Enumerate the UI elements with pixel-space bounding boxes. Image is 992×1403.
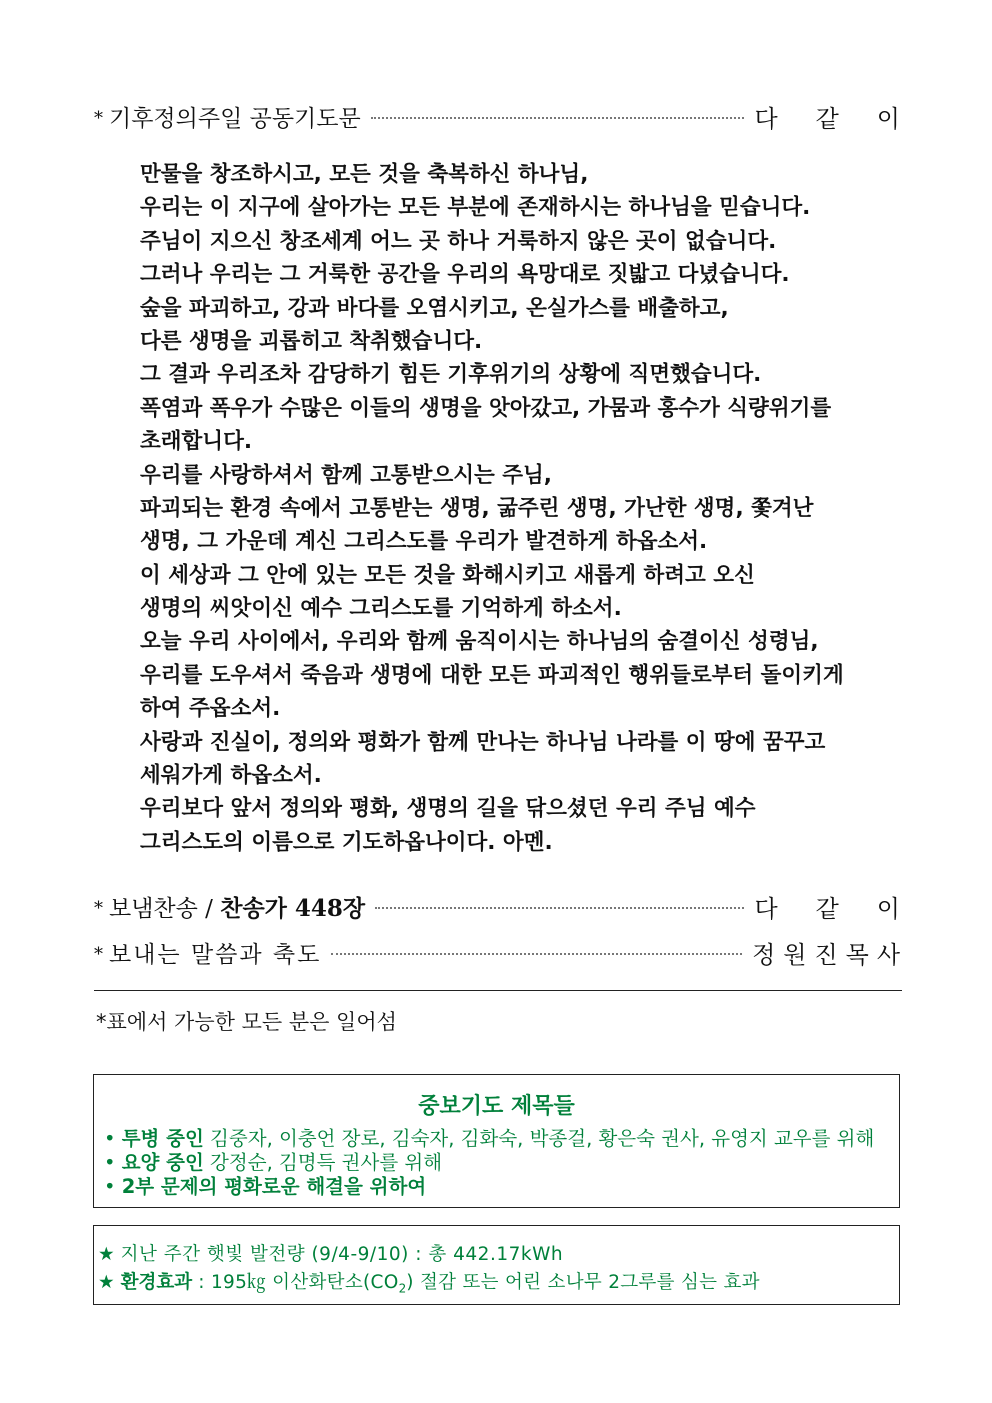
prayer-line: 파괴되는 환경 속에서 고통받는 생명, 굶주린 생명, 가난한 생명, 쫓겨난 [140,495,814,521]
standing-note: *표에서 가능한 모든 분은 일어섬 [96,1010,397,1034]
prayer-line: 초래합니다. [140,429,253,455]
prayer-line: 만물을 창조하시고, 모든 것을 축복하신 하나님, [140,162,589,187]
prayer-line: 우리를 사랑하셔서 함께 고통받으시는 주님, [140,462,552,488]
order-who-blessing: 정원진목사 [752,940,908,969]
prayer-line: 하여 주옵소서. [140,696,281,722]
hymn-number: 찬송가 448장 [220,894,366,922]
prayer-line: 폭염과 폭우가 수많은 이들의 생명을 앗아갔고, 가뭄과 홍수가 식량위기를 [140,395,832,421]
bullet: • [104,1151,116,1174]
standing-marker: * [94,107,103,129]
intercession-box [93,1074,900,1208]
prayer-line: 오늘 우리 사이에서, 우리와 함께 움직이시는 하나님의 숨결이신 성령님, [140,629,819,655]
solar-power-box [93,1225,900,1305]
leader-dots [375,907,744,909]
star-icon: ★ [98,1272,115,1293]
solar-line-1 [98,1240,563,1266]
item-text: 강정순, 김명득 권사를 위해 [203,1151,443,1174]
item-heading: 2부 문제의 평화로운 해결을 위하여 [121,1175,427,1198]
prayer-line: 그 결과 우리조차 감당하기 힘든 기후위기의 상황에 직면했습니다. [140,362,762,388]
prayer-line: 그리스도의 이름으로 기도하옵나이다. 아멘. [140,829,553,855]
prayer-line: 생명, 그 가운데 계신 그리스도를 우리가 발견하게 하옵소서. [140,529,708,555]
solar-line-2 [98,1268,760,1296]
prayer-line: 우리를 도우셔서 죽음과 생명에 대한 모든 파괴적인 행위들로부터 돌이키게 [140,662,844,688]
solar-text: 지난 주간 햇빛 발전량 (9/4-9/10) : 총 442.17kWh [120,1244,564,1265]
order-label-hymn: 보냄찬송 / [109,895,221,922]
order-label-blessing: 보내는 말씀과 축도 [109,941,322,968]
order-who-prayer: 다같이 [754,104,938,133]
effect-label: 환경효과 [120,1272,193,1293]
effect-text: : 195㎏ 이산화탄소(CO [192,1272,399,1293]
leader-dots [331,953,742,955]
prayer-text [140,158,900,859]
item-heading: 요양 중인 [121,1151,204,1174]
standing-marker: * [94,897,103,919]
prayer-line: 주님이 지으신 창조세계 어느 곳 하나 거룩하지 않은 곳이 없습니다. [140,228,777,254]
leader-dots [371,117,745,119]
order-who-hymn: 다같이 [754,894,938,923]
list-item [104,1171,426,1199]
prayer-line: 우리보다 앞서 정의와 평화, 생명의 길을 닦으셨던 우리 주님 예수 [140,796,756,822]
divider [94,990,902,991]
order-row-blessing [94,935,908,969]
standing-marker: * [94,943,103,965]
prayer-line: 이 세상과 그 안에 있는 모든 것을 화해시키고 새롭게 하려고 오신 [140,562,755,588]
intercession-title: 중보기도 제목들 [418,1094,575,1119]
prayer-line: 그러나 우리는 그 거룩한 공간을 우리의 욕망대로 짓밟고 다녔습니다. [140,262,790,288]
prayer-line: 세워가게 하옵소서. [140,763,322,789]
prayer-line: 다른 생명을 괴롭히고 착취했습니다. [140,328,483,354]
prayer-line: 사랑과 진실이, 정의와 평화가 함께 만나는 하나님 나라를 이 땅에 꿈꾸고 [140,729,826,755]
prayer-line: 우리는 이 지구에 살아가는 모든 부분에 존재하시는 하나님을 믿습니다. [140,195,811,221]
order-row-prayer [94,99,938,133]
item-heading: 투병 중인 [121,1127,204,1150]
subscript: 2 [398,1281,407,1296]
prayer-line: 생명의 씨앗이신 예수 그리스도를 기억하게 하소서. [140,596,622,622]
prayer-line: 숲을 파괴하고, 강과 바다를 오염시키고, 온실가스를 배출하고, [140,295,729,321]
order-row-hymn [94,889,938,923]
star-icon: ★ [98,1244,115,1265]
bullet: • [104,1127,116,1150]
item-text: 김중자, 이충언 장로, 김숙자, 김화숙, 박종걸, 황은숙 권사, 유영지 교우를 위해 [203,1127,875,1150]
effect-text: ) 절감 또는 어린 소나무 2그루를 심는 효과 [406,1272,760,1293]
order-label-prayer: 기후정의주일 공동기도문 [109,105,361,132]
bullet: • [104,1175,116,1198]
